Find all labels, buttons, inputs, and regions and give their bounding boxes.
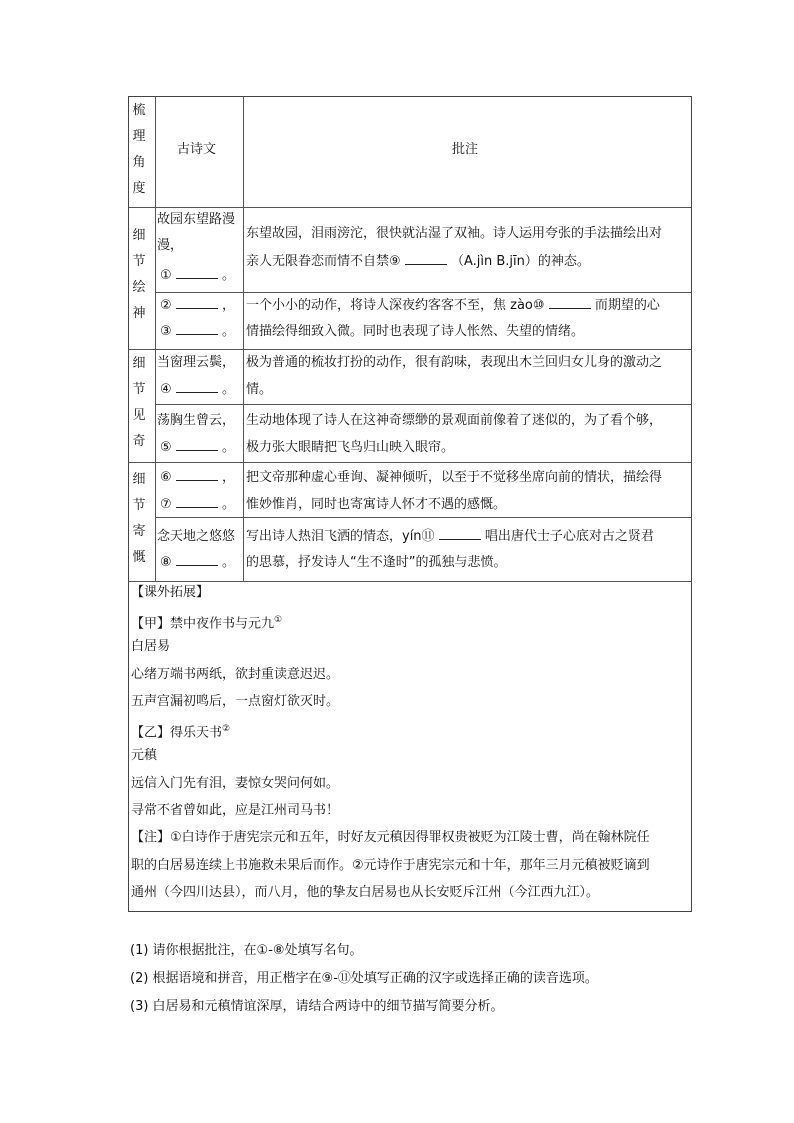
poem-cell: ⑧ 。 [160,550,235,576]
answer-blank[interactable] [176,493,218,508]
group-label-1: 细 节 绘 神 [132,228,146,321]
note-cell: 惟妙惟肖，同时也寄寓诗人怀才不遇的感慨。 [246,497,507,512]
poem-cell: 漫， [157,238,184,253]
question-3: (3) 白居易和元稹情谊深厚，请结合两诗中的细节描写简要分析。 [130,999,504,1014]
note-cell: 极力张大眼睛把飞鸟归山映入眼帘。 [246,440,455,455]
poem-cell: ⑦ 。 [160,492,235,518]
poem-a-author: 白居易 [131,639,171,654]
group-label-2: 细 节 见 奇 [132,356,146,449]
poem-b-line: 远信入门先有泪，妻惊女哭问何如。 [131,776,340,791]
poem-cell: 念天地之悠悠 [157,529,236,544]
footnote-line: 【注】①白诗作于唐宪宗元和五年，时好友元稹因得罪权贵被贬为江陵士曹，尚在翰林院任 [131,830,650,845]
answer-blank[interactable] [439,525,481,540]
row-divider [129,462,691,463]
poem-cell: ① 。 [160,263,235,289]
note-cell: 情描绘得细致入微。同时也表现了诗人怅然、失望的情绪。 [246,324,585,339]
poem-cell: ⑤ 。 [160,435,235,461]
header-angle: 梳 理 角 度 [132,103,146,196]
row-divider [156,404,691,405]
poem-cell: ② ， [160,293,235,319]
poem-cell: 当窗理云鬓， [157,355,236,370]
question-1: (1) 请你根据批注，在①-⑧处填写名句。 [130,943,363,958]
poem-cell: 故园东望路漫 [157,212,236,227]
answer-blank[interactable] [176,551,218,566]
answer-blank[interactable] [176,378,218,393]
poem-b-title: 【乙】得乐天书② [131,724,231,741]
col-divider [155,97,156,581]
poem-cell: 荡胸生曾云， [157,413,236,428]
note-cell: 情。 [246,382,273,397]
poem-cell: ③ 。 [160,319,235,345]
answer-blank[interactable] [405,250,447,265]
note-cell: 极为普通的梳妆打扮的动作，很有韵味，表现出木兰回归女儿身的激动之 [246,355,663,370]
poem-b-line: 寻常不省曾如此，应是江州司马书！ [131,803,340,818]
footnote-line: 通州（今四川达县），而八月，他的挚友白居易也从长安贬斥江州（今江西九江）。 [131,885,600,900]
note-cell: 写出诗人热泪飞洒的情态，yín⑪ 唱出唐代士子心底对古之贤君 [246,524,654,550]
note-cell: 一个小小的动作，将诗人深夜约客客不至，焦 zào⑩ 而期望的心 [246,293,660,319]
note-cell: 亲人无限眷恋而情不自禁⑨ （A.jìn B.jīn）的神态。 [246,249,590,275]
answer-blank[interactable] [176,264,218,279]
poem-a-line: 心绪万端书两纸，欲封重读意迟迟。 [131,667,340,682]
poem-a-line: 五声宫漏初鸣后，一点窗灯欲灭时。 [131,694,340,709]
note-cell: 把文帝那种虚心垂询、凝神倾听，以至于不觉移坐席向前的情状，描绘得 [246,470,663,485]
question-2: (2) 根据语境和拼音，用正楷字在⑨-⑪处填写正确的汉字或选择正确的读音选项。 [130,971,598,986]
group-label-3: 细 节 寄 慨 [132,472,146,565]
answer-blank[interactable] [549,294,591,309]
col-divider [243,97,244,581]
answer-blank[interactable] [176,320,218,335]
poem-cell: ④ 。 [160,377,235,403]
answer-blank[interactable] [176,466,218,481]
note-cell: 的思慕，抒发诗人“生不逢时”的孤独与悲愤。 [246,555,507,570]
note-cell: 东望故园，泪雨滂沱，很快就沾湿了双袖。诗人运用夸张的手法描绘出对 [246,226,663,241]
poem-a-title: 【甲】禁中夜作书与元九① [131,615,283,632]
header-note: 批注 [452,142,479,157]
answer-blank[interactable] [176,436,218,451]
row-divider [129,581,691,582]
header-poem: 古诗文 [177,142,217,157]
poem-b-author: 元稹 [131,748,158,763]
footnote-line: 职的白居易连续上书施救未果后而作。②元诗作于唐宪宗元和十年，那年三月元稹被贬谪到 [131,858,650,873]
answer-blank[interactable] [176,294,218,309]
extension-title: 【课外拓展】 [131,585,210,600]
poem-cell: ⑥ ， [160,465,235,491]
note-cell: 生动地体现了诗人在这神奇缥缈的景观面前像着了迷似的，为了看个够， [246,413,663,428]
